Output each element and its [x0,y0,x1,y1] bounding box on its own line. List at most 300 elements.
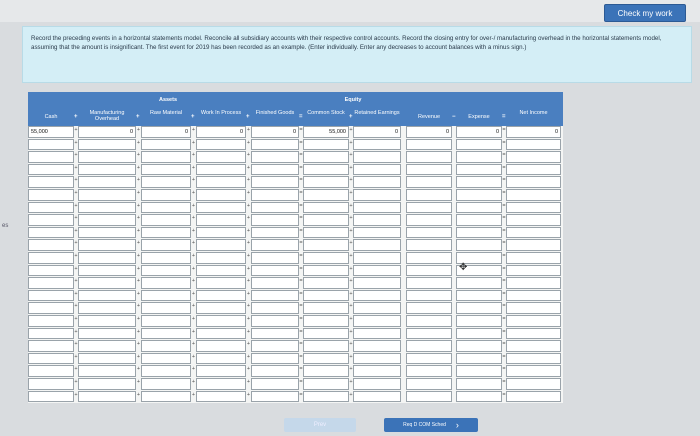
entry-cell[interactable] [506,315,561,327]
operator-sign: + [349,202,353,209]
entry-cell[interactable] [141,252,191,264]
column-header: Expense [468,114,490,120]
entry-cell[interactable] [28,189,74,201]
entry-cell[interactable]: 0 [141,126,191,138]
entry-cell[interactable] [28,277,74,289]
entry-cell[interactable] [506,164,561,176]
entry-cell[interactable]: 55,000 [303,126,349,138]
operator-sign: + [349,164,353,171]
entry-cell[interactable] [353,302,401,314]
entry-cell[interactable] [28,365,74,377]
operator-sign: + [136,379,141,385]
entry-cell[interactable] [141,265,191,277]
operator-sign: + [246,366,251,373]
entry-cell[interactable] [456,315,502,327]
entry-cell[interactable] [456,277,502,289]
entry-cell[interactable] [353,252,401,264]
entry-cell[interactable] [78,239,136,251]
entry-cell[interactable] [196,164,246,176]
entry-cell[interactable] [303,365,349,377]
table-group-header [28,92,563,108]
operator-sign: + [191,341,196,348]
entry-cell[interactable] [406,365,452,377]
entry-cell[interactable]: 0 [251,126,299,138]
entry-cell[interactable] [251,315,299,327]
entry-cell[interactable] [406,189,452,201]
operator-sign: + [246,290,251,297]
operator-sign: + [136,316,141,322]
entry-cell[interactable] [353,378,401,390]
entry-cell[interactable] [196,391,246,403]
operator-sign: = [502,152,506,159]
entry-cell[interactable] [456,139,502,151]
operator-sign: + [349,152,353,159]
entry-cell[interactable] [303,290,349,302]
entry-cell[interactable] [353,277,401,289]
entry-cell[interactable] [141,277,191,289]
entry-cell[interactable] [251,391,299,403]
entry-cell[interactable] [506,239,561,251]
entry-cell[interactable] [251,227,299,239]
entry-cell[interactable] [196,265,246,277]
entry-cell[interactable] [141,189,191,201]
entry-cell[interactable]: 0 [78,126,136,138]
operator-sign: + [136,366,141,373]
entry-cell[interactable] [141,176,191,188]
entry-cell[interactable] [196,277,246,289]
operator-sign: + [191,290,196,297]
operator-sign: = [299,265,303,272]
operator-sign: = [299,215,303,222]
operator-sign: + [349,139,353,146]
entry-cell[interactable] [78,353,136,365]
operator-sign: = [299,391,303,398]
entry-cell[interactable] [506,139,561,151]
operator-sign: + [349,316,353,322]
operator-sign: + [74,278,78,285]
entry-cell[interactable] [196,378,246,390]
entry-cell[interactable] [353,176,401,188]
entry-cell[interactable] [251,252,299,264]
operator-sign: + [349,379,353,385]
operator-sign: = [502,290,506,297]
entry-cell[interactable] [78,265,136,277]
operator-sign: = [299,164,303,171]
operator-sign: + [74,303,78,310]
chevron-right-icon: › [455,420,459,430]
instructions-text: Record the preceding events in a horizontal statements model. Reconcile all subsidiary accounts with their respective control accounts. Record the closing entry for over-/ manufacturing overhead in the horizontal statements model, assuming that the amount is insignificant. The first event for 2019 has been recorded as an example. (Enter individually. Enter any decreases to account balances with a minus sign.) [31,35,662,51]
entry-cell[interactable] [353,214,401,226]
operator-sign: = [502,202,506,209]
entry-cell[interactable] [506,302,561,314]
entry-cell[interactable] [406,176,452,188]
entry-cell[interactable] [78,164,136,176]
entry-cell[interactable] [196,214,246,226]
entry-cell[interactable] [78,227,136,239]
prev-button[interactable]: Prev [284,418,356,432]
entry-cell[interactable] [406,340,452,352]
entry-cell[interactable] [303,214,349,226]
entry-cell[interactable] [353,315,401,327]
entry-cell[interactable] [141,315,191,327]
operator-sign: + [349,253,353,259]
entry-cell[interactable] [251,151,299,163]
entry-cell[interactable] [251,202,299,214]
entry-cell[interactable] [28,227,74,239]
entry-cell[interactable] [196,315,246,327]
entry-cell[interactable] [251,277,299,289]
entry-cell[interactable] [303,340,349,352]
entry-cell[interactable] [406,265,452,277]
entry-cell[interactable] [506,328,561,340]
entry-cell[interactable] [303,176,349,188]
operator-sign: + [136,190,141,196]
entry-cell[interactable] [141,202,191,214]
entry-cell[interactable] [28,139,74,151]
entry-cell[interactable] [141,227,191,239]
entry-cell[interactable] [303,391,349,403]
entry-cell[interactable] [456,227,502,239]
entry-cell[interactable] [196,189,246,201]
entry-cell[interactable] [196,239,246,251]
entry-cell[interactable] [196,176,246,188]
entry-cell[interactable] [28,214,74,226]
entry-cell[interactable] [353,139,401,151]
operator-sign: + [191,265,196,272]
operator-sign: + [136,391,141,398]
entry-cell[interactable] [196,151,246,163]
entry-cell[interactable] [251,302,299,314]
operator-sign: = [502,114,506,120]
entry-cell[interactable] [303,151,349,163]
operator-sign: + [74,341,78,348]
entry-cell[interactable] [28,202,74,214]
entry-cell[interactable] [78,139,136,151]
entry-cell[interactable] [251,214,299,226]
entry-cell[interactable] [456,302,502,314]
entry-cell[interactable] [456,378,502,390]
entry-cell[interactable] [406,302,452,314]
entry-cell[interactable] [406,353,452,365]
entry-cell[interactable] [406,328,452,340]
entry-cell[interactable] [353,353,401,365]
entry-cell[interactable] [506,227,561,239]
entry-cell[interactable] [506,353,561,365]
entry-cell[interactable] [141,151,191,163]
entry-cell[interactable] [456,151,502,163]
entry-cell[interactable] [353,189,401,201]
operator-sign: + [246,379,251,385]
entry-cell[interactable] [406,227,452,239]
operator-sign: + [136,164,141,171]
entry-cell[interactable] [141,340,191,352]
entry-cell[interactable] [506,365,561,377]
entry-cell[interactable] [28,290,74,302]
entry-cell[interactable] [506,277,561,289]
entry-cell[interactable] [78,302,136,314]
entry-cell[interactable] [353,365,401,377]
entry-cell[interactable] [251,328,299,340]
entry-cell[interactable] [28,391,74,403]
entry-cell[interactable] [28,151,74,163]
operator-sign: + [74,379,78,385]
operator-sign: + [246,152,251,159]
entry-cell[interactable] [78,202,136,214]
operator-sign: + [349,328,353,335]
entry-cell[interactable] [251,378,299,390]
entry-cell[interactable] [196,202,246,214]
entry-cell[interactable] [456,189,502,201]
entry-cell[interactable]: 0 [506,126,561,138]
entry-cell[interactable] [456,214,502,226]
entry-cell[interactable] [506,151,561,163]
entry-cell[interactable] [78,151,136,163]
entry-cell[interactable] [406,277,452,289]
entry-cell[interactable] [28,353,74,365]
operator-sign: + [246,316,251,322]
entry-cell[interactable] [303,164,349,176]
entry-cell[interactable] [251,290,299,302]
entry-cell[interactable] [506,378,561,390]
operator-sign: + [246,215,251,222]
entry-cell[interactable] [251,176,299,188]
entry-cell[interactable] [406,290,452,302]
entry-cell[interactable] [353,265,401,277]
operator-sign: + [191,316,196,322]
entry-cell[interactable] [456,328,502,340]
entry-cell[interactable] [78,365,136,377]
entry-cell[interactable] [406,202,452,214]
entry-cell[interactable] [141,164,191,176]
entry-cell[interactable] [456,391,502,403]
entry-cell[interactable] [406,151,452,163]
entry-cell[interactable] [196,328,246,340]
operator-sign: = [299,114,303,120]
entry-cell[interactable] [196,353,246,365]
entry-cell[interactable] [196,139,246,151]
operator-sign: + [191,391,196,398]
entry-cell[interactable] [251,239,299,251]
operator-sign: + [349,215,353,222]
entry-cell[interactable] [78,340,136,352]
entry-cell[interactable] [406,139,452,151]
operator-sign: + [191,366,196,373]
operator-sign: = [299,353,303,360]
operator-sign: + [74,391,78,398]
entry-cell[interactable] [141,328,191,340]
operator-sign: = [502,253,506,259]
entry-cell[interactable] [78,378,136,390]
entry-cell[interactable] [141,239,191,251]
entry-cell[interactable] [251,365,299,377]
entry-cell[interactable] [28,239,74,251]
entry-cell[interactable] [506,252,561,264]
operator-sign: + [246,265,251,272]
entry-cell[interactable] [506,214,561,226]
entry-cell[interactable] [303,265,349,277]
entry-cell[interactable] [406,391,452,403]
entry-cell[interactable] [28,252,74,264]
entry-cell[interactable]: 0 [456,126,502,138]
operator-sign: + [74,177,78,184]
entry-cell[interactable] [506,176,561,188]
entry-cell[interactable] [506,202,561,214]
table-body [28,126,563,403]
entry-cell[interactable] [78,252,136,264]
operator-sign: = [299,253,303,259]
operator-sign: + [136,227,141,234]
entry-cell[interactable] [141,139,191,151]
entry-cell[interactable] [353,227,401,239]
operator-sign: + [191,353,196,360]
operator-sign: + [74,215,78,222]
entry-cell[interactable]: 0 [353,126,401,138]
operator-sign: + [191,190,196,196]
entry-cell[interactable] [303,277,349,289]
entry-cell[interactable] [506,265,561,277]
entry-cell[interactable] [78,189,136,201]
entry-cell[interactable] [251,139,299,151]
entry-cell[interactable] [406,239,452,251]
operator-sign: + [349,114,353,120]
operator-sign: + [246,190,251,196]
entry-cell[interactable] [141,391,191,403]
entry-cell[interactable] [456,290,502,302]
entry-cell[interactable]: 55,000 [28,126,74,138]
entry-cell[interactable] [78,214,136,226]
entry-cell[interactable] [196,302,246,314]
entry-cell[interactable] [78,290,136,302]
entry-cell[interactable] [303,328,349,340]
entry-cell[interactable] [353,151,401,163]
operator-sign: + [191,127,196,133]
entry-cell[interactable] [406,378,452,390]
entry-cell[interactable] [303,353,349,365]
entry-cell[interactable] [141,302,191,314]
entry-cell[interactable]: 0 [406,126,452,138]
entry-cell[interactable] [196,365,246,377]
column-header: Retained Earnings [354,110,400,116]
entry-cell[interactable] [506,391,561,403]
next-button[interactable] [384,418,478,432]
entry-cell[interactable] [28,315,74,327]
entry-cell[interactable] [28,265,74,277]
entry-cell[interactable] [353,202,401,214]
entry-cell[interactable] [506,290,561,302]
operator-sign: = [502,366,506,373]
entry-cell[interactable] [196,340,246,352]
entry-cell[interactable] [303,227,349,239]
entry-cell[interactable] [78,328,136,340]
entry-cell[interactable] [406,214,452,226]
entry-cell[interactable] [196,252,246,264]
entry-cell[interactable] [353,391,401,403]
operator-sign: + [191,164,196,171]
entry-cell[interactable] [251,340,299,352]
entry-cell[interactable] [141,214,191,226]
entry-cell[interactable] [141,365,191,377]
entry-cell[interactable] [456,202,502,214]
entry-cell[interactable] [28,340,74,352]
entry-cell[interactable] [353,290,401,302]
operator-sign: + [246,240,251,247]
column-header: Common Stock [307,110,345,116]
entry-cell[interactable] [353,164,401,176]
entry-cell[interactable] [78,277,136,289]
entry-cell[interactable] [456,340,502,352]
entry-cell[interactable] [456,176,502,188]
entry-cell[interactable]: 0 [196,126,246,138]
operator-sign: = [502,190,506,196]
entry-cell[interactable] [303,252,349,264]
entry-cell[interactable] [406,315,452,327]
operator-sign: + [74,127,78,133]
entry-cell[interactable] [506,189,561,201]
operator-sign: = [502,278,506,285]
operator-sign: + [191,379,196,385]
entry-cell[interactable] [28,176,74,188]
entry-cell[interactable] [303,378,349,390]
entry-cell[interactable] [78,315,136,327]
operator-sign: = [299,190,303,196]
entry-cell[interactable] [141,290,191,302]
column-header: Cash [44,114,58,120]
entry-cell[interactable] [406,164,452,176]
operator-sign: + [349,353,353,360]
entry-cell[interactable] [141,353,191,365]
entry-cell[interactable] [251,265,299,277]
entry-cell[interactable] [196,227,246,239]
check-my-work-button[interactable]: Check my work [604,4,686,22]
entry-cell[interactable] [28,378,74,390]
entry-cell[interactable] [141,378,191,390]
operator-sign: + [349,278,353,285]
operator-sign: + [136,341,141,348]
operator-sign: + [349,177,353,184]
entry-cell[interactable] [353,328,401,340]
entry-cell[interactable] [303,315,349,327]
entry-cell[interactable] [251,189,299,201]
entry-cell[interactable] [28,328,74,340]
entry-cell[interactable] [28,302,74,314]
entry-cell[interactable] [303,239,349,251]
entry-cell[interactable] [456,239,502,251]
entry-cell[interactable] [251,164,299,176]
operator-sign: + [246,328,251,335]
entry-cell[interactable] [303,202,349,214]
entry-cell[interactable] [456,365,502,377]
operator-sign: + [349,290,353,297]
operator-sign: + [191,253,196,259]
entry-cell[interactable] [456,164,502,176]
operator-sign: + [246,139,251,146]
entry-cell[interactable] [28,164,74,176]
entry-cell[interactable] [353,239,401,251]
entry-cell[interactable] [78,176,136,188]
entry-cell[interactable] [406,252,452,264]
entry-cell[interactable] [303,189,349,201]
entry-cell[interactable] [251,353,299,365]
entry-cell[interactable] [303,302,349,314]
entry-cell[interactable] [78,391,136,403]
entry-cell[interactable] [506,340,561,352]
entry-cell[interactable] [353,340,401,352]
side-text: es [2,223,9,229]
operator-sign: + [136,328,141,335]
entry-cell[interactable] [196,290,246,302]
entry-cell[interactable] [303,139,349,151]
entry-cell[interactable] [456,353,502,365]
